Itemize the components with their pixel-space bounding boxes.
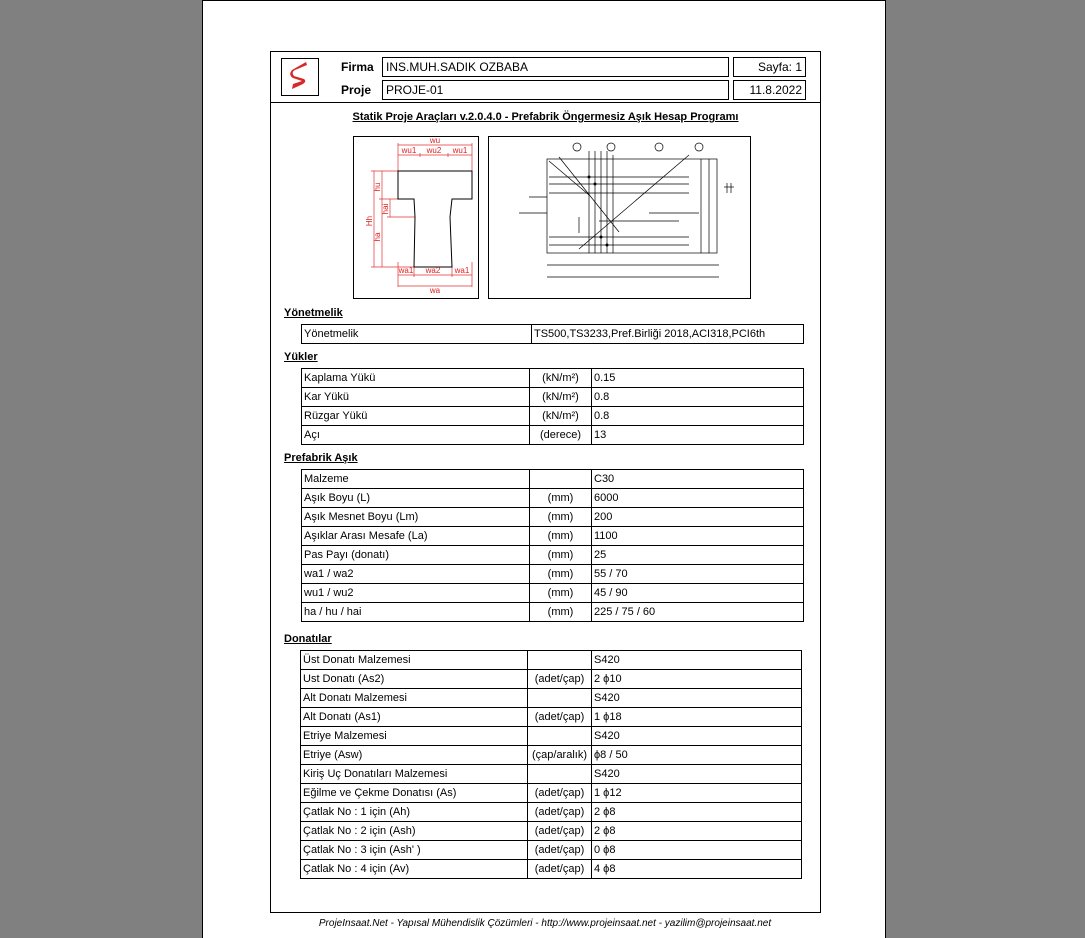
table-row [301,784,802,803]
section-yonetmelik: Yönetmelik [284,307,343,319]
row-label: Aşık Mesnet Boyu (Lm) [302,508,530,527]
report-page [202,0,886,938]
row-value: 0.8 [592,388,804,407]
section-donatilar: Donatılar [284,633,332,645]
row-value: 225 / 75 / 60 [592,603,804,622]
row-unit [530,470,592,489]
table-row [301,860,802,879]
company-logo [281,58,319,96]
row-unit: (mm) [530,489,592,508]
row-value: C30 [592,470,804,489]
row-label: Malzeme [302,470,530,489]
row-value: S420 [592,727,802,746]
row-unit: (kN/m²) [530,369,592,388]
row-label: Alt Donatı (As1) [301,708,528,727]
table-row [302,470,804,489]
report-header [271,52,820,103]
table-row [302,546,804,565]
row-unit: (mm) [530,603,592,622]
dim-wu2: wu2 [426,146,442,155]
table-row [302,369,804,388]
row-unit: (mm) [530,546,592,565]
row-unit: (adet/çap) [528,670,592,689]
row-value: 13 [592,426,804,445]
dim-wa: wa [429,286,441,295]
row-unit: (çap/aralık) [528,746,592,765]
row-value: 55 / 70 [592,565,804,584]
row-value: 4 ϕ8 [592,860,802,879]
row-value: S420 [592,765,802,784]
table-row [302,584,804,603]
report-title: Statik Proje Araçları v.2.0.4.0 - Prefabrik Öngermesiz Aşık Hesap Programı [352,111,739,123]
row-unit: (adet/çap) [528,784,592,803]
row-value: 1 ϕ12 [592,784,802,803]
row-label: wa1 / wa2 [302,565,530,584]
row-value: 6000 [592,489,804,508]
section-asik: Prefabrik Aşık [284,452,358,464]
donatilar-table [300,650,802,879]
row-value: 0 ϕ8 [592,841,802,860]
row-label: Çatlak No : 2 için (Ash) [301,822,528,841]
table-row [301,708,802,727]
row-label: Çatlak No : 4 için (Av) [301,860,528,879]
row-unit: (kN/m²) [530,388,592,407]
row-value: S420 [592,651,802,670]
row-label: Çatlak No : 3 için (Ash' ) [301,841,528,860]
table-row [302,325,804,344]
row-label: ha / hu / hai [302,603,530,622]
table-row [301,670,802,689]
proje-value: PROJE-01 [382,80,729,100]
report-date: 11.8.2022 [733,80,806,100]
page-number: Sayfa: 1 [733,57,806,77]
report-frame [270,51,821,913]
row-unit: (adet/çap) [528,803,592,822]
dim-wa2: wa2 [425,266,441,275]
section-yukler: Yükler [284,351,318,363]
dim-hu: hu [373,182,382,192]
row-label: Kar Yükü [302,388,530,407]
row-value: 2 ϕ10 [592,670,802,689]
row-unit: (derece) [530,426,592,445]
dim-hh: Hh [365,215,374,227]
row-unit: (mm) [530,527,592,546]
row-value: 45 / 90 [592,584,804,603]
table-row [301,822,802,841]
dim-hai: hai [381,203,390,215]
row-label: Üst Donatı Malzemesi [301,651,528,670]
row-label: Kiriş Uç Donatıları Malzemesi [301,765,528,784]
dim-wu: wu [429,137,441,145]
report-footer: ProjeInsaat.Net - Yapısal Mühendislik Çözümleri - http://www.projeinsaat.net - yazilim@projeinsaat.net [318,918,772,929]
row-value: 0.8 [592,407,804,426]
table-row [301,651,802,670]
dim-wa1-right: wa1 [454,266,470,275]
row-unit [528,651,592,670]
row-value: 1100 [592,527,804,546]
firma-value: INS.MUH.SADIK OZBABA [382,57,729,77]
asik-table [301,469,804,622]
row-unit: (mm) [530,508,592,527]
table-row [302,426,804,445]
row-label: Etriye (Asw) [301,746,528,765]
table-row [301,803,802,822]
reinforcement-detail-diagram [488,136,751,299]
row-label: Kaplama Yükü [302,369,530,388]
cross-section-diagram [353,136,479,299]
row-label: Alt Donatı Malzemesi [301,689,528,708]
row-unit: (kN/m²) [530,407,592,426]
row-unit: (adet/çap) [528,822,592,841]
row-unit [528,689,592,708]
table-row [301,727,802,746]
table-row [302,527,804,546]
table-row [302,388,804,407]
row-value: 200 [592,508,804,527]
row-label: Aşık Boyu (L) [302,489,530,508]
row-value: ϕ8 / 50 [592,746,802,765]
table-row [301,765,802,784]
firma-label: Firma [341,60,374,74]
row-label: Çatlak No : 1 için (Ah) [301,803,528,822]
row-unit [528,727,592,746]
row-unit: (adet/çap) [528,708,592,727]
dim-ha: ha [373,232,382,242]
row-label: Pas Payı (donatı) [302,546,530,565]
table-row [302,489,804,508]
table-row [302,603,804,622]
table-row [302,508,804,527]
table-row [302,565,804,584]
row-value: 1 ϕ18 [592,708,802,727]
dim-wu1-left: wu1 [401,146,417,155]
yonetmelik-table [301,324,804,344]
proje-label: Proje [341,83,372,97]
row-label: Ust Donatı (As2) [301,670,528,689]
row-unit: (mm) [530,565,592,584]
table-row [301,689,802,708]
dim-wa1-left: wa1 [398,266,414,275]
yonetmelik-value: TS500,TS3233,Pref.Birliği 2018,ACI318,PCI6th [532,325,804,344]
row-label: Aşıklar Arası Mesafe (La) [302,527,530,546]
row-value: 2 ϕ8 [592,803,802,822]
row-value: S420 [592,689,802,708]
row-label: Eğilme ve Çekme Donatısı (As) [301,784,528,803]
yukler-table [301,368,804,445]
logo-s-icon [282,59,318,95]
row-unit: (adet/çap) [528,860,592,879]
row-label: Etriye Malzemesi [301,727,528,746]
row-unit: (adet/çap) [528,841,592,860]
table-row [302,407,804,426]
row-unit: (mm) [530,584,592,603]
row-label: wu1 / wu2 [302,584,530,603]
row-label: Açı [302,426,530,445]
yonetmelik-label: Yönetmelik [302,325,532,344]
table-row [301,746,802,765]
row-unit [528,765,592,784]
row-value: 2 ϕ8 [592,822,802,841]
row-value: 25 [592,546,804,565]
table-row [301,841,802,860]
row-value: 0.15 [592,369,804,388]
row-label: Rüzgar Yükü [302,407,530,426]
dim-wu1-right: wu1 [452,146,468,155]
